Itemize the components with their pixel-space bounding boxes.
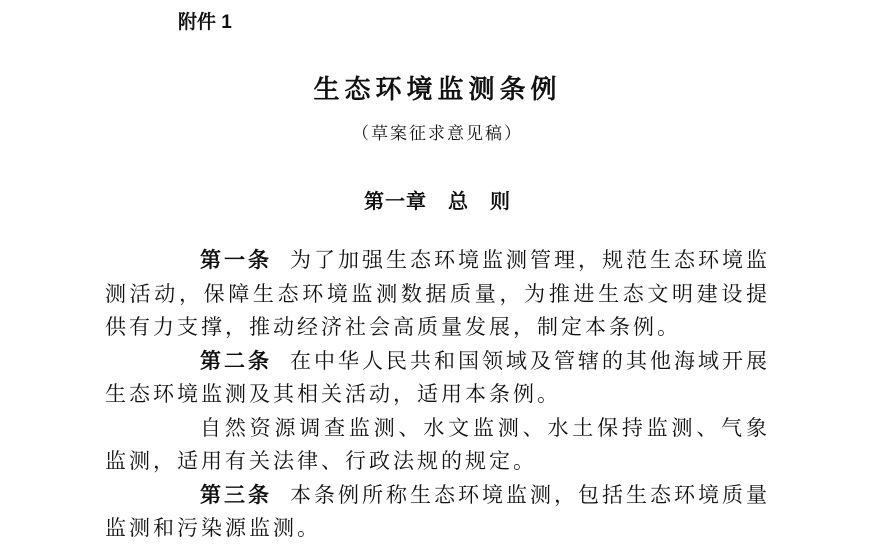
- article-term: 第一条: [200, 249, 272, 272]
- article-text: 自然资源调查监测、水文监测、水土保持监测、气象监测，适用有关法律、行政法规的规定。: [105, 415, 770, 473]
- article-text: 为了加强生态环境监测管理，规范生态环境监测活动，保障生态环境监测数据质量，为推进生态文明建设提供有力支撑，推动经济社会高质量发展，制定本条例。: [105, 248, 770, 339]
- document-title: 生态环境监测条例: [313, 75, 562, 104]
- article-paragraph: [105, 244, 770, 345]
- article-paragraph: [105, 345, 770, 412]
- article-text: 在中华人民共和国领域及管辖的其他海域开展生态环境监测及其相关活动，适用本条例。: [105, 348, 770, 406]
- document-subtitle: （草案征求意见稿）: [352, 124, 523, 143]
- document-body: [105, 244, 770, 546]
- article-term: 第二条: [200, 349, 272, 373]
- article-text: 本条例所称生态环境监测，包括生态环境质量监测和污染源监测。: [105, 482, 770, 540]
- chapter-heading: 第一章 总 则: [364, 191, 511, 213]
- article-paragraph: [105, 479, 770, 546]
- article-term: 第三条: [200, 483, 272, 507]
- attachment-label: 附件 1: [178, 12, 232, 33]
- article-paragraph: [105, 412, 770, 479]
